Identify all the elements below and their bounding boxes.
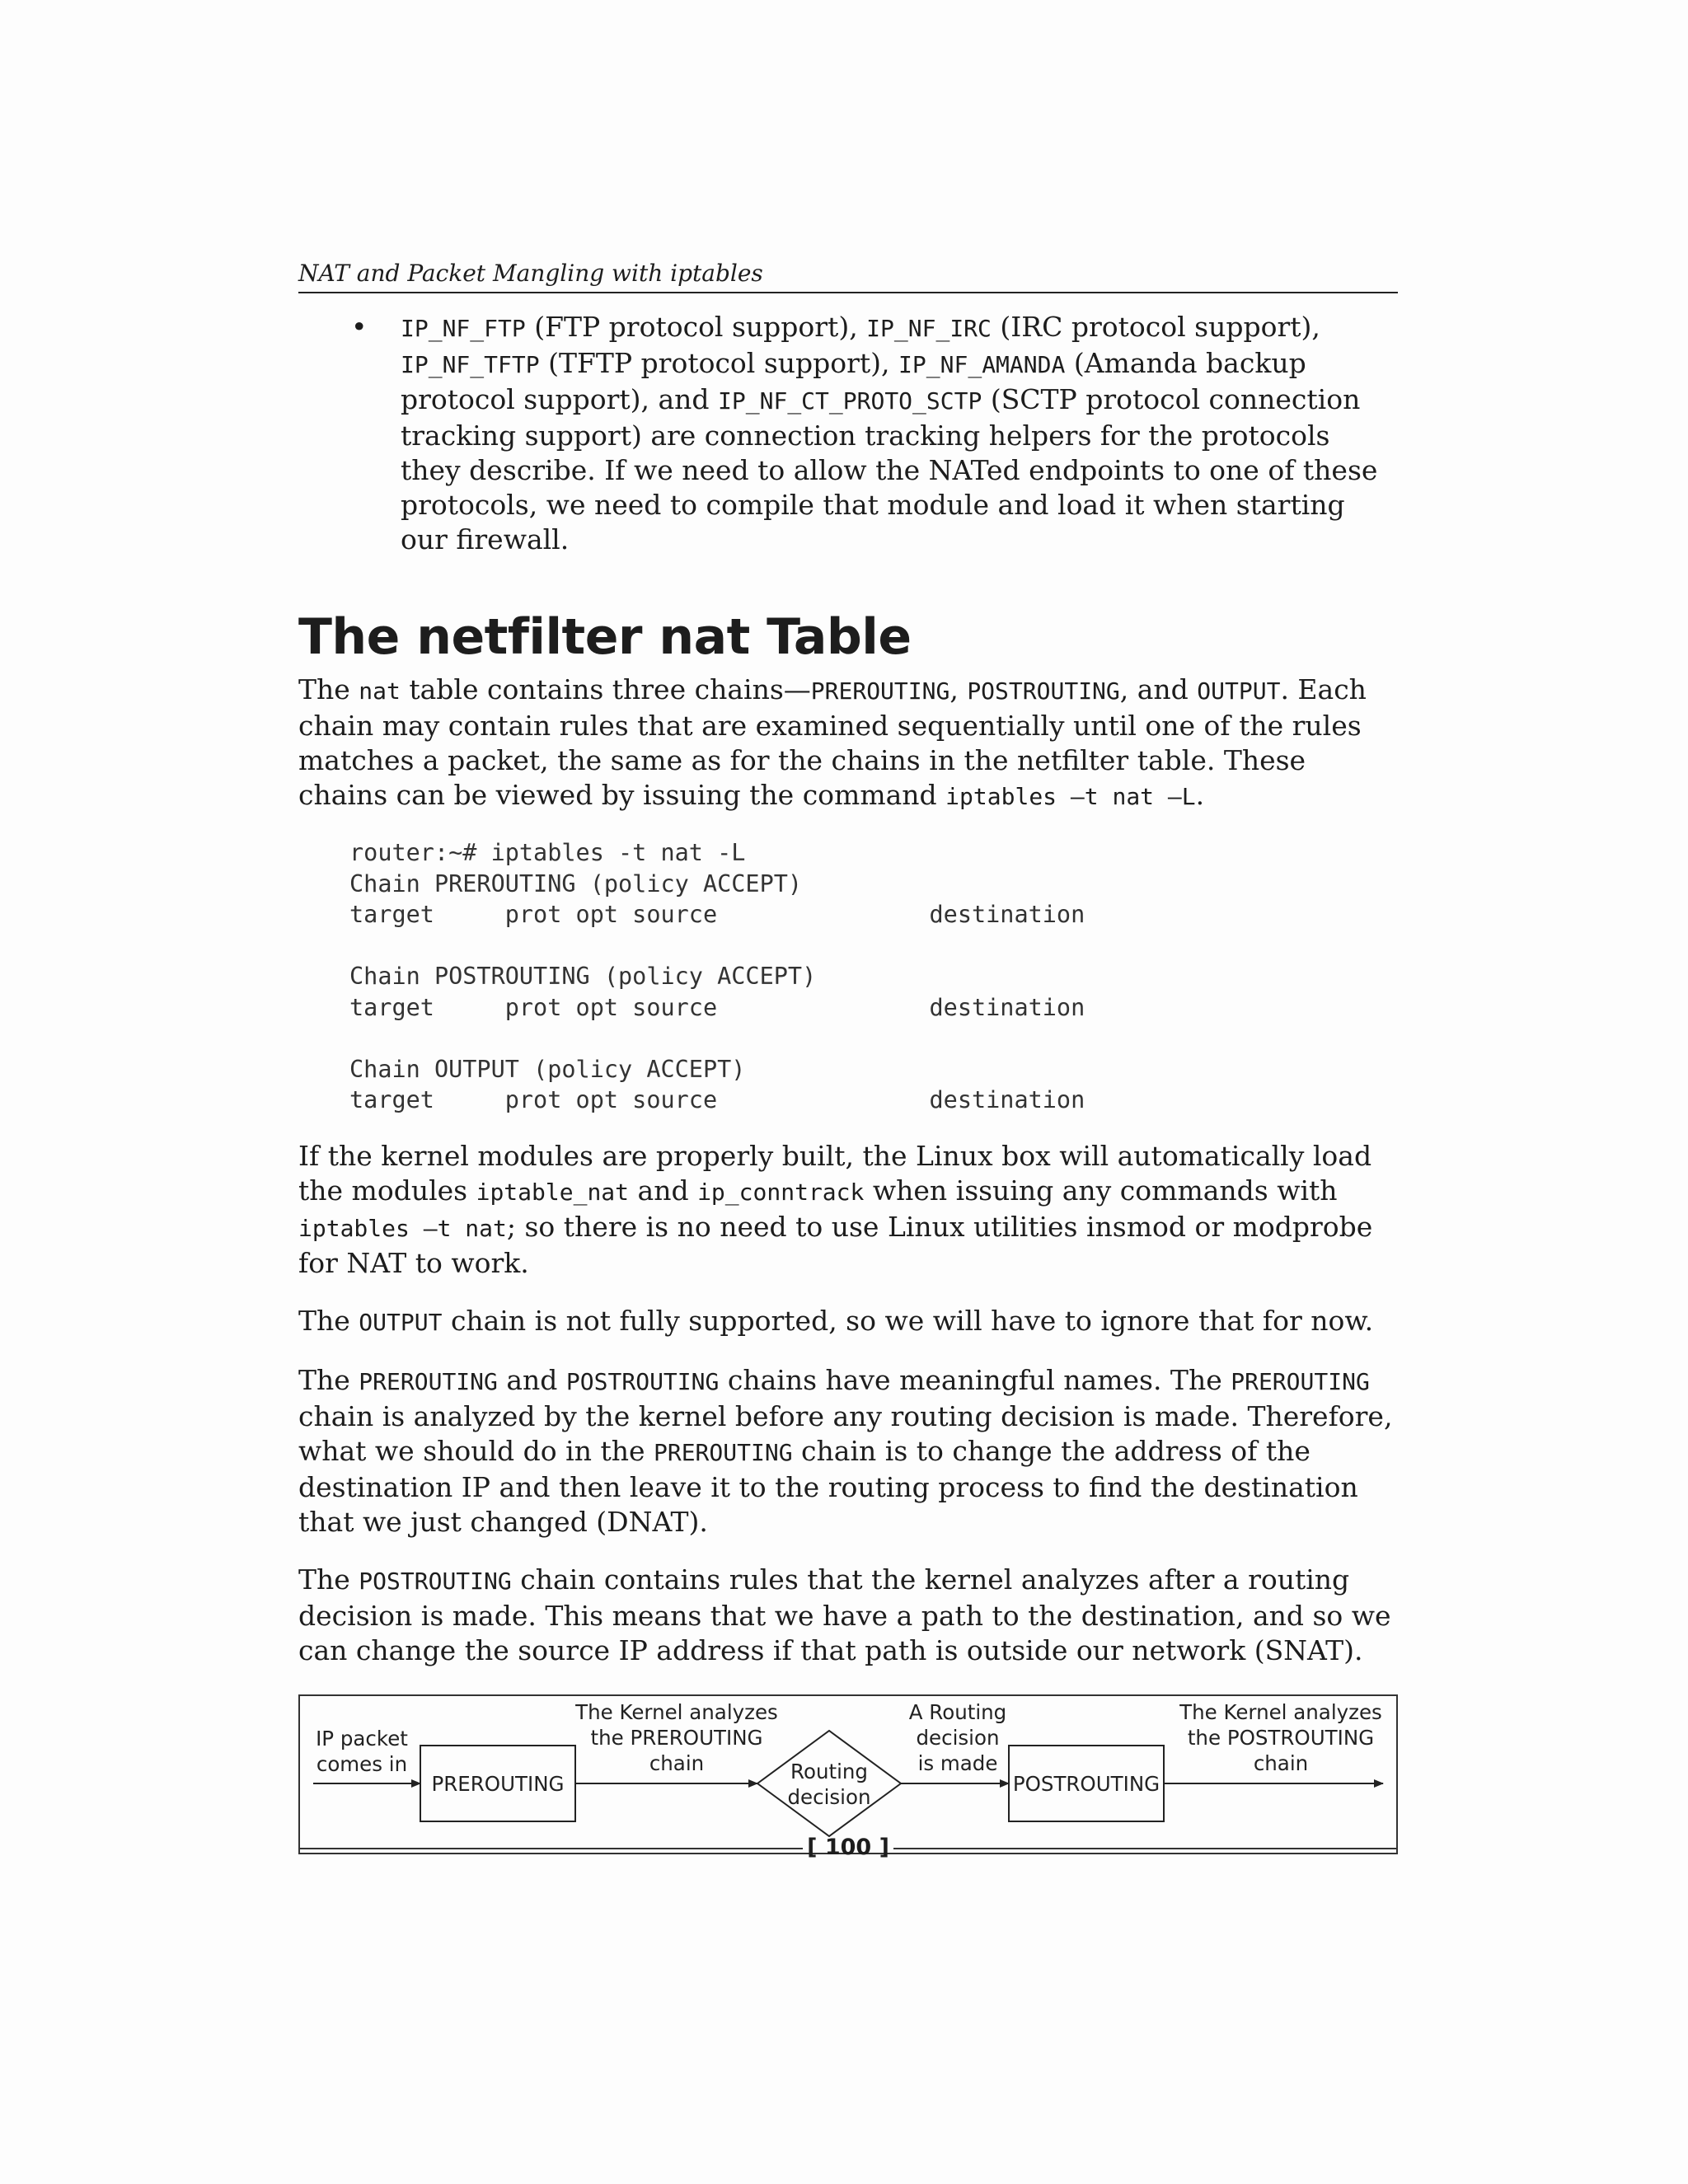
page-footer [298,1831,1398,1864]
text: The [298,673,359,705]
code-ip-nf-ct-proto-sctp: IP_NF_CT_PROTO_SCTP [718,387,982,415]
label-prerouting-box: PREROUTING [431,1771,565,1796]
text: (IRC protocol support), [991,311,1320,343]
code-iptables-t-nat: iptables –t nat [298,1214,507,1242]
code-postrouting: POSTROUTING [359,1567,512,1595]
text: . Each chain may contain rules that are examined sequentially until one of the rules matches a packet, the same as for the chains in the netfilter table. These chains can be viewed by issuing the command [298,673,1367,811]
text: (TFTP protocol support), [539,347,899,379]
code-iptable-nat: iptable_nat [476,1178,630,1206]
text: when issuing any commands with [864,1174,1338,1207]
section-heading: The netfilter nat Table [298,608,912,666]
code-ip-nf-irc: IP_NF_IRC [866,315,992,342]
code-ip-nf-amanda: IP_NF_AMANDA [898,351,1066,378]
text: chain is to change the address of the destination IP and then leave it to the routing process to find the destination that we just changed (DNAT). [298,1434,1358,1538]
text: The [298,1304,359,1337]
text: and [629,1174,698,1207]
text: The [298,1563,359,1596]
text: chains have meaningful names. The [719,1363,1231,1396]
text: ; so there is no need to use Linux utilities insmod or modprobe for NAT to work. [298,1210,1373,1279]
nat-flow-diagram [298,1694,1398,1854]
code-listing: router:~# iptables -t nat -L Chain PREROUTING (policy ACCEPT) target prot opt source destination Chain POSTROUTING (policy ACCEPT) target prot opt source destination Chain OUTPUT (policy ACCEPT) target prot opt source destination [349,839,1085,1113]
paragraph-prerouting [298,1363,1398,1540]
text: (FTP protocol support), [525,311,867,343]
code-iptables-command: iptables –t nat –L [945,783,1196,810]
code-output: OUTPUT [1197,677,1281,705]
footer-rule-right [893,1848,1398,1849]
text: chain is not fully supported, so we will have to ignore that for now. [442,1304,1374,1337]
text: table contains three chains— [400,673,811,705]
text: . [1195,779,1205,811]
page-number: [ 100 ] [807,1835,889,1860]
paragraph-postrouting [298,1563,1398,1668]
running-head: NAT and Packet Mangling with iptables [298,257,1398,293]
code-ip-nf-tftp: IP_NF_TFTP [401,351,540,378]
code-ip-nf-ftp: IP_NF_FTP [401,315,526,342]
code-prerouting: PREROUTING [359,1367,498,1395]
code-postrouting: POSTROUTING [967,677,1120,705]
text: and [497,1363,566,1396]
label-kernel-prerouting: The Kernel analyzes the PREROUTING chain [575,1699,778,1775]
paragraph-output-chain [298,1304,1398,1340]
code-prerouting: PREROUTING [653,1438,793,1466]
text: chain contains rules that the kernel analyzes after a routing decision is made. This means that we have a path to the destination, and so we can change the source IP address if that path is outside our network (SNAT). [298,1563,1391,1666]
text: , and [1119,673,1198,705]
label-packet-in: IP packet comes in [316,1726,408,1776]
code-postrouting: POSTROUTING [565,1367,720,1395]
text: If the kernel modules are properly built, the Linux box will automatically load the modules [298,1139,1372,1207]
code-prerouting: PREROUTING [810,677,950,705]
code-output: OUTPUT [359,1308,443,1336]
bullet-item [351,310,1398,557]
text: (Amanda backup protocol support), and [401,347,1306,415]
bullet-dot-icon: • [351,311,368,343]
label-routing-decision: Routing decision [787,1759,871,1809]
bullet-list [298,310,1398,557]
page-content [298,257,1398,1854]
paragraph-nat-table [298,673,1398,814]
paragraph-kernel-modules [298,1139,1398,1281]
label-postrouting-box: POSTROUTING [1012,1771,1160,1796]
text: (SCTP protocol connection tracking support) are connection tracking helpers for the protocols they describe. If we need to allow the NATed endpoints to one of these protocols, we need to compile that module and load it when starting our firewall. [401,383,1378,555]
label-routing-made: A Routing decision is made [908,1699,1007,1775]
code-prerouting: PREROUTING [1231,1367,1370,1395]
label-kernel-postrouting: The Kernel analyzes the POSTROUTING chain [1179,1699,1382,1775]
text: , [950,673,968,705]
code-nat: nat [359,677,401,705]
text: chain is analyzed by the kernel before any routing decision is made. Therefore, what we should do in the [298,1399,1393,1467]
code-ip-conntrack: ip_conntrack [697,1178,865,1206]
text: The [298,1363,359,1396]
